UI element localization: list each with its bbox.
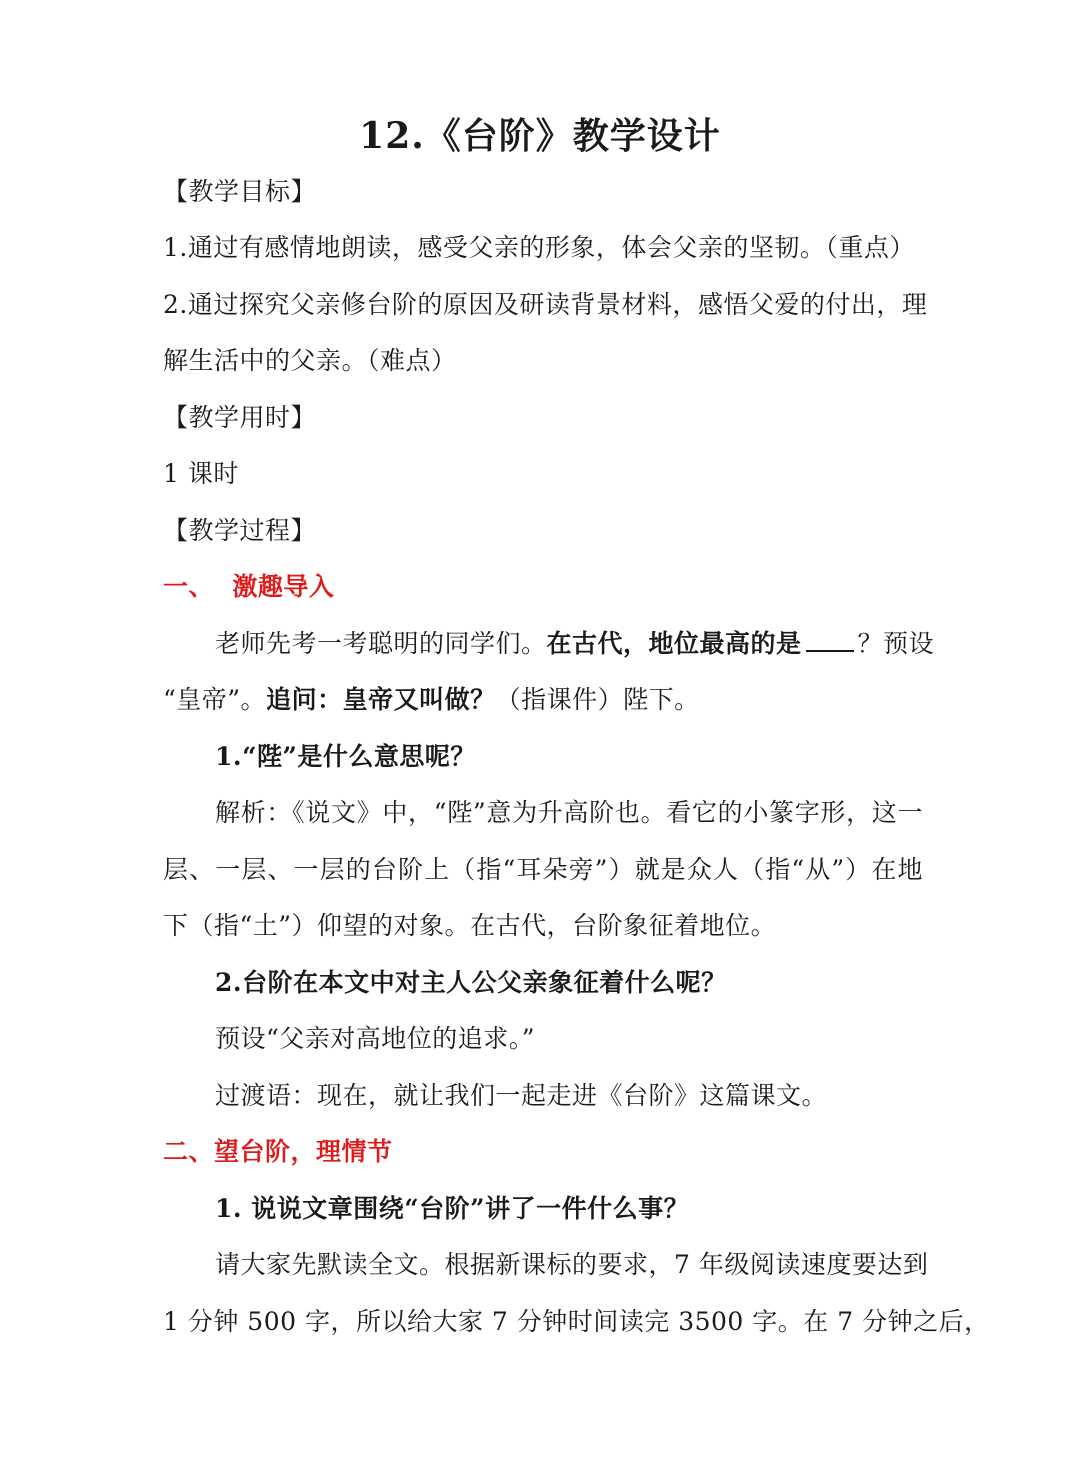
section-1-heading: 一、 激趣导入 [163, 572, 335, 601]
section-2-heading: 二、望台阶，理情节 [163, 1137, 393, 1166]
paragraph-bold-followup: 追问：皇帝又叫做？ [266, 685, 496, 714]
objective-item-1: 1.通过有感情地朗读，感受父亲的形象，体会父亲的坚韧。（重点） [163, 233, 915, 262]
paragraph-text: 老师先考一考聪明的同学们。 [215, 629, 547, 658]
section-1-question-2: 2.台阶在本文中对主人公父亲象征着什么呢？ [215, 968, 727, 997]
time-heading: 【教学用时】 [163, 403, 317, 432]
section-1-paragraph-1 [215, 627, 935, 661]
paragraph-text: （指课件）陛下。 [495, 685, 700, 714]
section-1-transition: 过渡语：现在，就让我们一起走进《台阶》这篇课文。 [215, 1081, 828, 1110]
process-heading: 【教学过程】 [163, 516, 317, 545]
section-1-question-1: 1.“陛”是什么意思呢？ [215, 742, 476, 771]
objective-item-2-line-1: 2.通过探究父亲修台阶的原因及研读背景材料，感悟父爱的付出，理 [163, 290, 928, 319]
section-2-paragraph-line-1: 请大家先默读全文。根据新课标的要求，7 年级阅读速度要达到 [215, 1250, 929, 1279]
objective-item-2-line-2: 解生活中的父亲。（难点） [163, 346, 457, 375]
section-1-analysis-line-3: 下（指“土”）仰望的对象。在古代，台阶象征着地位。 [163, 911, 777, 940]
objectives-heading: 【教学目标】 [163, 177, 317, 206]
document-title: 12.《台阶》教学设计 [359, 115, 721, 157]
paragraph-bold-question: 在古代，地位最高的是 [546, 629, 802, 658]
answer-blank [806, 628, 854, 652]
paragraph-text: “皇帝”。 [163, 685, 267, 714]
section-2-question-1: 1. 说说文章围绕“台阶”讲了一件什么事？ [215, 1194, 690, 1223]
section-2-paragraph-line-2: 1 分钟 500 字，所以给大家 7 分钟时间读完 3500 字。在 7 分钟之后， [163, 1307, 990, 1336]
section-1-analysis-line-1: 解析：《说文》中，“陛”意为升高阶也。看它的小篆字形，这一 [215, 798, 923, 827]
time-value: 1 课时 [163, 459, 239, 488]
paragraph-text: ？预设 [857, 629, 935, 658]
section-1-paragraph-2 [163, 683, 923, 717]
section-1-analysis-line-2: 层、一层、一层的台阶上（指“耳朵旁”）就是众人（指“从”）在地 [163, 855, 923, 884]
section-1-answer-2: 预设“父亲对高地位的追求。” [215, 1024, 536, 1053]
